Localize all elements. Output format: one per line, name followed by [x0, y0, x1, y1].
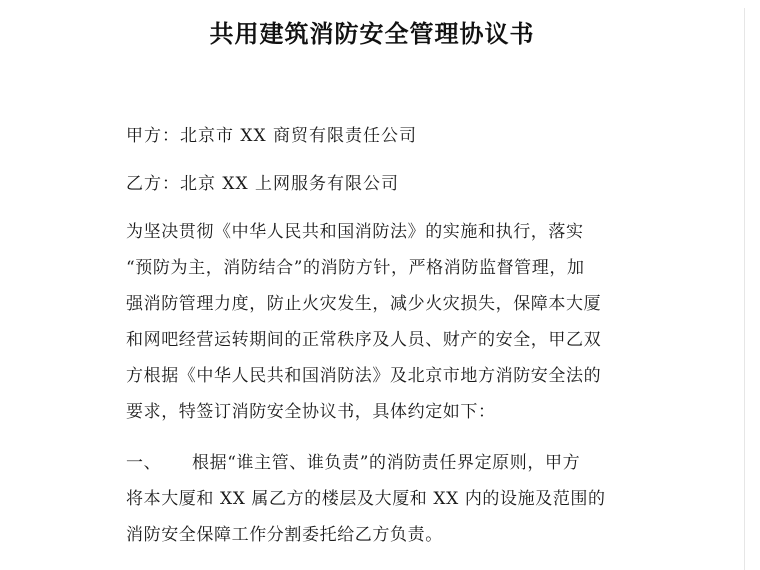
section-number: 一、	[126, 453, 162, 473]
preamble-line: 和网吧经营运转期间的正常秩序及人员、财产的安全，甲乙双	[126, 330, 602, 350]
preamble-line: 强消防管理力度，防止火灾发生，减少火灾损失，保障本大厦	[126, 294, 602, 314]
preamble-line: 要求，特签订消防安全协议书，具体约定如下：	[126, 402, 496, 422]
preamble-line: “预防为主，消防结合”的消防方针，严格消防监督管理，加	[126, 258, 585, 278]
section-1-line: 消防安全保障工作分割委托给乙方负责。	[126, 525, 443, 545]
preamble-line: 方根据《中华人民共和国消防法》及北京市地方消防安全法的	[126, 366, 602, 386]
party-a-line: 甲方：北京市 XX 商贸有限责任公司	[126, 126, 418, 146]
preamble-line: 为坚决贯彻《中华人民共和国消防法》的实施和执行，落实	[126, 222, 584, 242]
party-b-line: 乙方：北京 XX 上网服务有限公司	[126, 174, 400, 194]
section-1-line: 将本大厦和 XX 属乙方的楼层及大厦和 XX 内的设施及范围的	[126, 489, 606, 509]
page-edge-divider	[744, 8, 745, 570]
section-1-text: 根据“谁主管、谁负责”的消防责任界定原则，甲方	[192, 453, 581, 473]
document-title: 共用建筑消防安全管理协议书	[209, 19, 535, 48]
section-1-first-line	[126, 453, 580, 473]
